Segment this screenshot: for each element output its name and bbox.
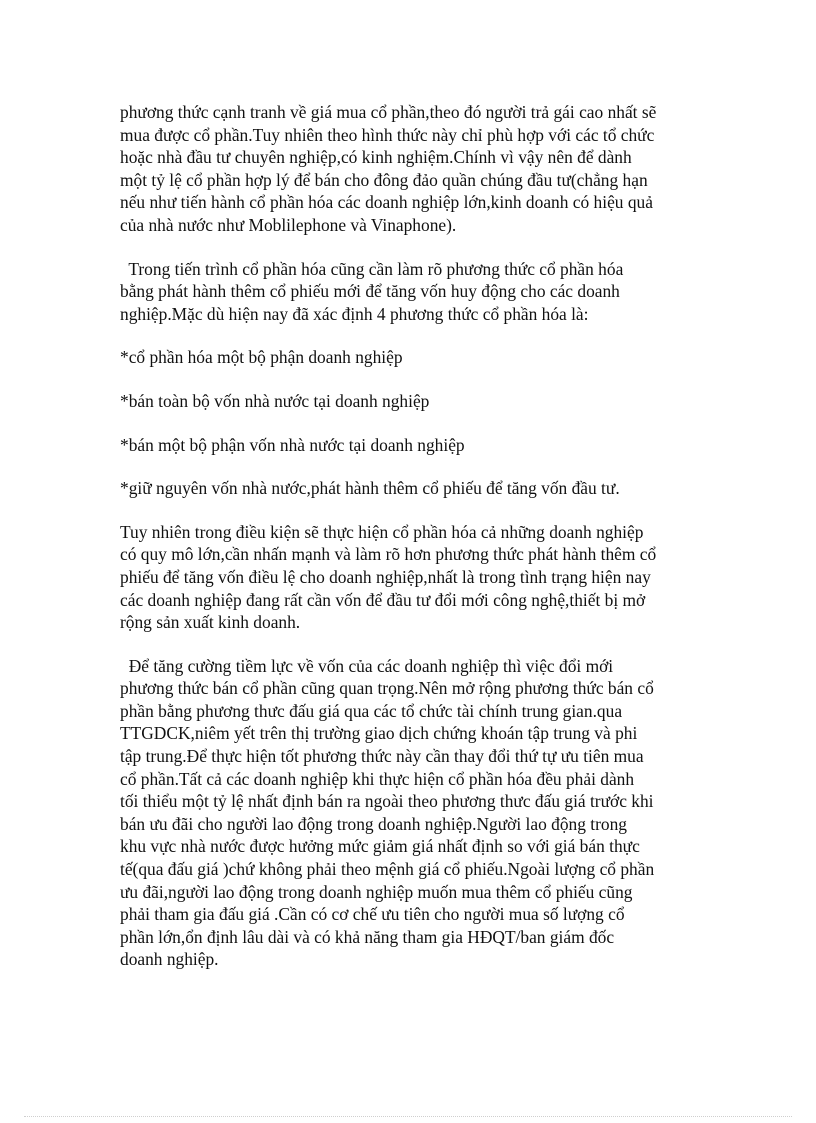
text-line: mua được cổ phần.Tuy nhiên theo hình thức này chỉ phù hợp với các tổ chức [120, 124, 655, 145]
paragraph [120, 101, 710, 237]
text-line: phần bằng phương thưc đấu giá qua các tổ chức tài chính trung gian.qua [120, 700, 623, 721]
text-line: khu vực nhà nước được hưởng mức giảm giá nhất định so với giá bán thực [120, 836, 640, 857]
paragraph [120, 434, 710, 457]
paragraph [120, 655, 710, 971]
text-line: *bán toàn bộ vốn nhà nước tại doanh nghiệp [120, 390, 430, 411]
paragraph [120, 346, 710, 369]
text-line: các doanh nghiệp đang rất cần vốn để đầu tư đổi mới công nghệ,thiết bị mở [120, 589, 646, 610]
paragraph [120, 521, 710, 634]
text-line: phương thức cạnh tranh về giá mua cổ phần,theo đó người trả gái cao nhất sẽ [120, 102, 657, 122]
paragraph [120, 390, 710, 413]
text-line: Để tăng cường tiềm lực về vốn của các doanh nghiệp thì việc đổi mới [120, 655, 614, 676]
text-line: tế(qua đấu giá )chứ không phải theo mệnh giá cổ phiếu.Ngoài lượng cổ phần [120, 859, 655, 880]
text-line: một tỷ lệ cổ phần hợp lý để bán cho đông đảo quần chúng đầu tư(chẳng hạn [120, 169, 648, 190]
text-line: phải tham gia đấu giá .Cần có cơ chế ưu tiên cho người mua số lượng cổ [120, 904, 625, 925]
text-line: phần lớn,ổn định lâu dài và có khả năng tham gia HĐQT/ban giám đốc [120, 926, 615, 947]
text-line: *giữ nguyên vốn nhà nước,phát hành thêm cổ phiếu để tăng vốn đầu tư. [120, 478, 620, 499]
text-line: phương thức bán cổ phần cũng quan trọng.Nên mở rộng phương thức bán cổ [120, 678, 654, 699]
text-line: hoặc nhà đầu tư chuyên nghiệp,có kinh nghiệm.Chính vì vậy nên để dành [120, 147, 632, 168]
page-bottom-divider [24, 1116, 792, 1117]
text-line: *cổ phần hóa một bộ phận doanh nghiệp [120, 347, 403, 368]
text-line: tối thiểu một tỷ lệ nhất định bán ra ngoài theo phương thưc đấu giá trước khi [120, 791, 654, 812]
text-line: Tuy nhiên trong điều kiện sẽ thực hiện cổ phần hóa cả những doanh nghiệp [120, 521, 644, 542]
text-line: rộng sản xuất kinh doanh. [120, 612, 301, 633]
text-line: cổ phần.Tất cả các doanh nghiệp khi thực hiện cổ phần hóa đều phải dành [120, 768, 635, 789]
text-line: nếu như tiến hành cổ phần hóa các doanh nghiệp lớn,kinh doanh có hiệu quả [120, 192, 653, 213]
text-line: Trong tiến trình cổ phần hóa cũng cần làm rõ phương thức cổ phần hóa [120, 258, 624, 279]
text-line: có quy mô lớn,cần nhấn mạnh và làm rõ hơn phương thức phát hành thêm cổ [120, 544, 657, 565]
text-line: doanh nghiệp. [120, 949, 219, 970]
document-body [120, 101, 710, 992]
text-line: bằng phát hành thêm cổ phiếu mới để tăng vốn huy động cho các doanh [120, 281, 620, 302]
paragraph [120, 258, 710, 326]
text-line: TTGDCK,niêm yết trên thị trường giao dịch chứng khoán tập trung và phi [120, 723, 638, 744]
text-line: ưu đãi,người lao động trong doanh nghiệp muốn mua thêm cổ phiếu cũng [120, 881, 633, 902]
text-line: của nhà nước như Moblilephone và Vinaphone). [120, 214, 457, 235]
text-line: nghiệp.Mặc dù hiện nay đã xác định 4 phương thức cổ phần hóa là: [120, 303, 589, 324]
paragraph [120, 477, 710, 500]
text-line: *bán một bộ phận vốn nhà nước tại doanh nghiệp [120, 434, 465, 455]
text-line: tập trung.Để thực hiện tốt phương thức này cần thay đổi thứ tự ưu tiên mua [120, 746, 644, 767]
text-line: bán ưu đãi cho người lao động trong doanh nghiệp.Người lao động trong [120, 813, 627, 834]
text-line: phiếu để tăng vốn điều lệ cho doanh nghiệp,nhất là trong tình trạng hiện nay [120, 566, 651, 587]
